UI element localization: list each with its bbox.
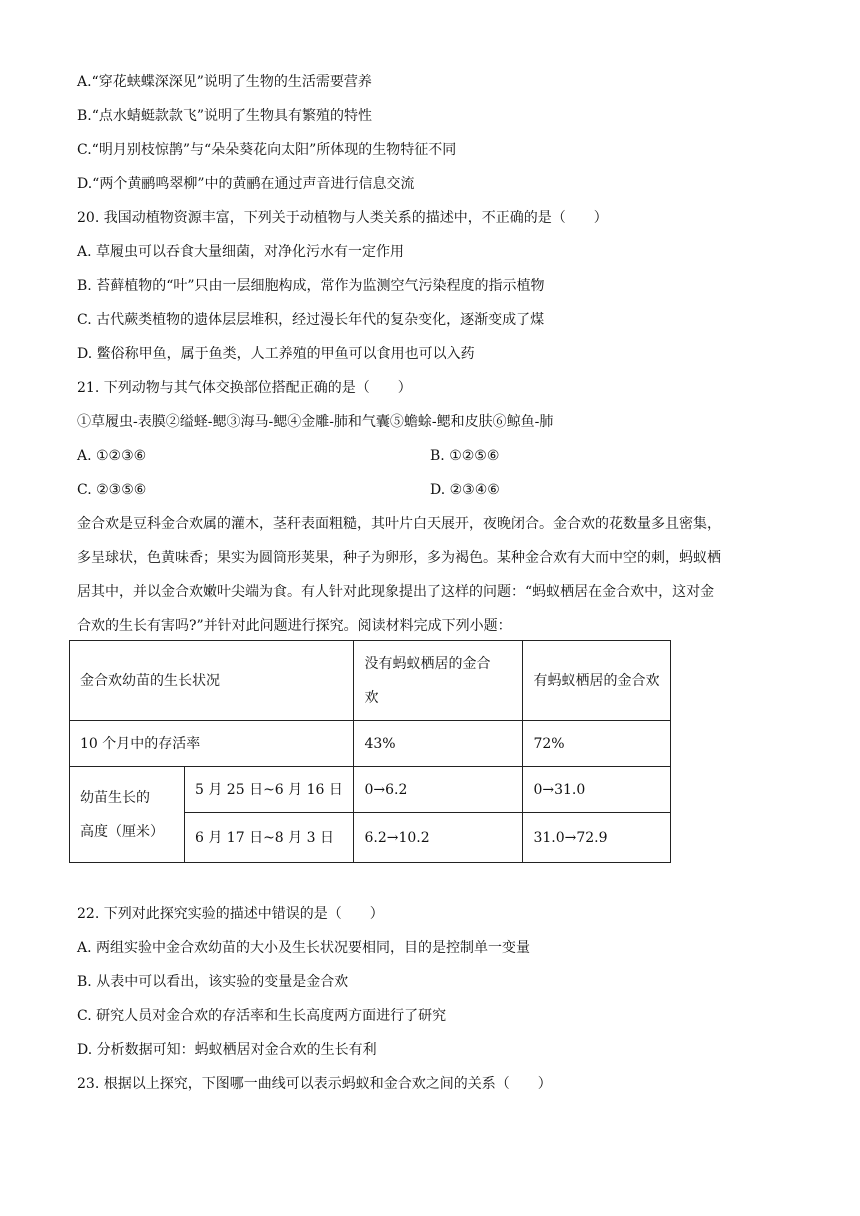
header-without-ants-line1: 没有蚂蚁栖居的金合 [364,655,491,672]
table-header-with-ants: 有蚂蚁栖居的金合欢 [523,641,671,721]
row-survival-label: 10 个月中的存活率 [70,721,354,767]
row-height-group-label [70,767,185,863]
q21-option-a: A. ①②③⑥ [77,448,147,464]
row-height-2-period: 6 月 17 日~8 月 3 日 [185,813,354,863]
q20-stem: 20. 我国动植物资源丰富，下列关于动植物与人类关系的描述中，不正确的是（ ） [77,210,608,226]
row-height-1-with: 0→31.0 [523,767,671,813]
group-label-line1: 幼苗生长的 [80,789,150,806]
table-row-height-1 [70,767,671,813]
q21-stem: 21. 下列动物与其气体交换部位搭配正确的是（ ） [77,380,412,396]
header-without-ants-line2: 欢 [364,689,379,706]
q22-option-c: C. 研究人员对金合欢的存活率和生长高度两方面进行了研究 [77,1008,447,1024]
q20-option-b: B. 苔藓植物的“叶”只由一层细胞构成，常作为监测空气污染程度的指示植物 [77,278,545,294]
row-survival-with: 72% [523,721,671,767]
q19-option-d: D.“两个黄鹂鸣翠柳”中的黄鹂在通过声音进行信息交流 [77,176,415,192]
passage-line-3: 居其中，并以金合欢嫩叶尖端为食。有人针对此现象提出了这样的问题：“蚂蚁栖居在金合欢中，这对金 [77,584,715,600]
row-height-2-with: 31.0→72.9 [523,813,671,863]
q22-option-a: A. 两组实验中金合欢幼苗的大小及生长状况要相同，目的是控制单一变量 [77,940,531,956]
q22-option-d: D. 分析数据可知：蚂蚁栖居对金合欢的生长有利 [77,1042,377,1058]
table-row-survival [70,721,671,767]
q19-option-c: C.“明月别枝惊鹊”与“朵朵葵花向太阳”所体现的生物特征不同 [77,142,457,158]
q21-option-c: C. ②③⑤⑥ [77,482,147,498]
q22-stem: 22. 下列对此探究实验的描述中错误的是（ ） [77,906,384,922]
q20-option-d: D. 鳖俗称甲鱼，属于鱼类，人工养殖的甲鱼可以食用也可以入药 [77,346,475,362]
q23-stem: 23. 根据以上探究，下图哪一曲线可以表示蚂蚁和金合欢之间的关系（ ） [77,1076,552,1092]
table-header-row [70,641,671,721]
passage-line-2: 多呈球状，色黄味香；果实为圆筒形荚果，种子为卵形，多为褐色。某种金合欢有大而中空的刺，蚂蚁栖 [77,550,721,566]
q19-option-a: A.“穿花蛱蝶深深见”说明了生物的生活需要营养 [77,74,372,90]
q20-option-c: C. 古代蕨类植物的遗体层层堆积，经过漫长年代的复杂变化，逐渐变成了煤 [77,312,545,328]
row-height-2-without: 6.2→10.2 [354,813,523,863]
experiment-table [69,640,671,863]
passage-line-1: 金合欢是豆科金合欢属的灌木，茎秆表面粗糙，其叶片白天展开，夜晚闭合。金合欢的花数量多且密集， [77,516,721,532]
row-survival-without: 43% [354,721,523,767]
q21-items: ①草履虫-表膜②缢蛏-鳃③海马-鳃④金雕-肺和气囊⑤蟾蜍-鳃和皮肤⑥鲸鱼-肺 [77,414,554,430]
table-header-condition: 金合欢幼苗的生长状况 [70,641,354,721]
group-label-line2: 高度（厘米） [80,823,164,840]
row-height-1-without: 0→6.2 [354,767,523,813]
q22-option-b: B. 从表中可以看出，该实验的变量是金合欢 [77,974,349,990]
table-header-without-ants [354,641,523,721]
row-height-1-period: 5 月 25 日~6 月 16 日 [185,767,354,813]
q21-option-b: B. ①②⑤⑥ [430,448,500,464]
q19-option-b: B.“点水蜻蜓款款飞”说明了生物具有繁殖的特性 [77,108,373,124]
q21-option-d: D. ②③④⑥ [430,482,500,498]
passage-line-4: 合欢的生长有害吗?”并针对此问题进行探究。阅读材料完成下列小题： [77,618,512,634]
q20-option-a: A. 草履虫可以吞食大量细菌，对净化污水有一定作用 [77,244,405,260]
